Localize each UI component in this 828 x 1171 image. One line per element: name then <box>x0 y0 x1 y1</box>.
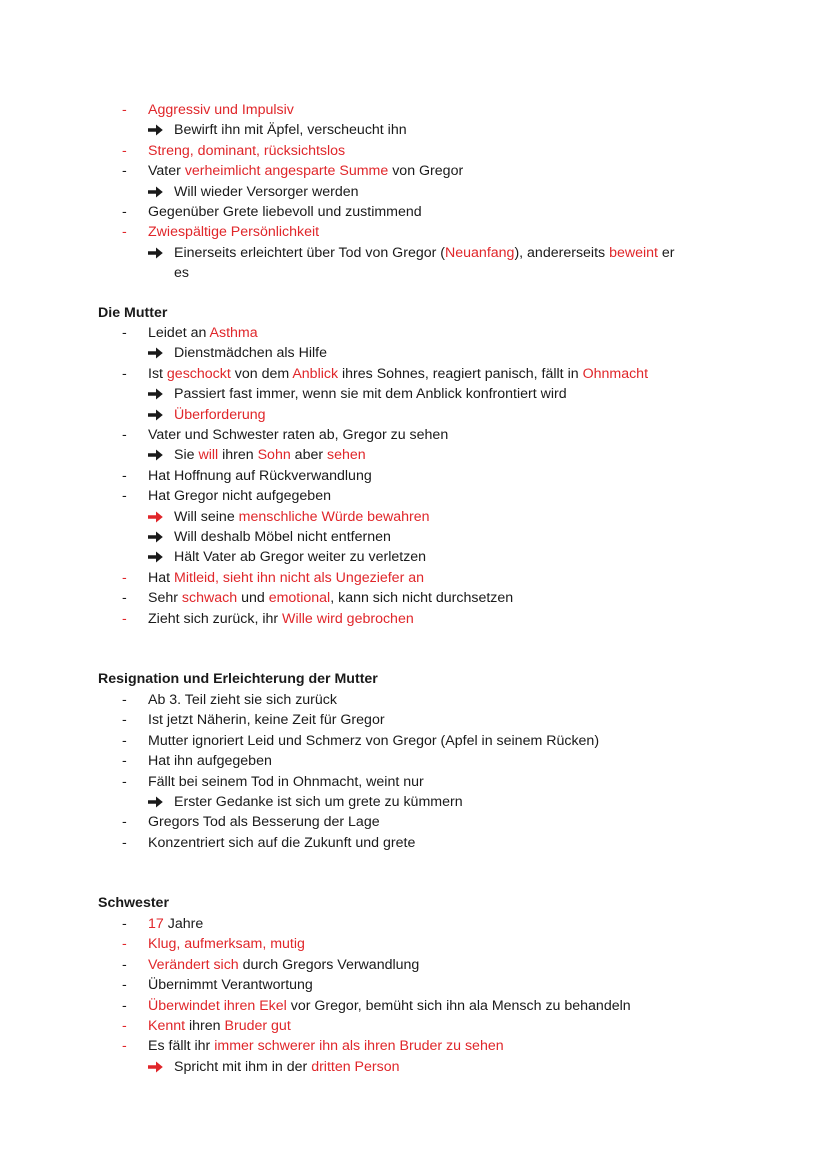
text-segment: Ab 3. Teil zieht sie sich zurück <box>148 692 337 708</box>
arrow-point <box>0 792 828 812</box>
text-segment: Übernimmt Verantwortung <box>148 977 313 994</box>
section-heading-resignation: Resignation und Erleichterung der Mutter <box>98 671 378 687</box>
text-segment: Gegenüber Grete liebevoll und zustimmend <box>148 204 422 220</box>
item-text <box>174 182 359 202</box>
text-segment: Will deshalb Möbel nicht entfernen <box>174 529 391 545</box>
dash-bullet-icon: - <box>122 712 127 729</box>
dash-bullet-icon: - <box>122 773 127 790</box>
bullet-item <box>0 955 828 975</box>
bullet-item <box>0 996 828 1016</box>
highlighted-text: verheimlicht angesparte Summe <box>184 163 389 180</box>
highlighted-text: immer schwerer ihn als ihren Bruder zu sehen <box>214 1038 504 1055</box>
highlighted-text: schwach <box>181 590 238 607</box>
continuation-line <box>0 263 828 283</box>
dash-bullet-icon: - <box>122 163 127 180</box>
arrow-point <box>0 343 828 363</box>
bullet-item <box>0 1016 828 1036</box>
text-segment: ihren <box>185 1018 225 1034</box>
text-segment: Hat Hoffnung auf Rückverwandlung <box>148 467 372 484</box>
text-segment: aber <box>290 447 328 464</box>
arrow-right-icon <box>148 449 163 461</box>
text-segment: Hat Gregor nicht aufgegeben <box>148 488 331 505</box>
arrow-right-icon <box>148 347 163 359</box>
highlighted-text: Mitleid, sieht ihn nicht als Ungeziefer an <box>174 569 425 586</box>
item-text <box>174 263 189 283</box>
text-segment: Hält Vater ab Gregor weiter zu verletzen <box>174 549 427 566</box>
bullet-item <box>0 202 828 222</box>
dash-bullet-icon: - <box>122 224 127 241</box>
arrow-right-icon <box>148 531 163 543</box>
arrow-point <box>0 527 828 547</box>
text-segment: Gregors Tod als Besserung der Lage <box>148 814 380 831</box>
dash-bullet-icon: - <box>122 753 127 770</box>
highlighted-text: 17 <box>148 916 164 932</box>
highlighted-text: dritten Person <box>311 1058 400 1075</box>
bullet-item <box>0 710 828 730</box>
bullet-item <box>0 141 828 161</box>
text-segment: Mutter ignoriert Leid und Schmerz von Gregor (Apfel in seinem Rücken) <box>148 732 600 749</box>
text-segment: von dem <box>230 365 293 382</box>
bullet-item <box>0 833 828 853</box>
bullet-item <box>0 772 828 792</box>
dash-bullet-icon: - <box>122 102 127 118</box>
bullet-item <box>0 751 828 771</box>
dash-bullet-icon: - <box>122 204 127 220</box>
item-text <box>174 792 463 812</box>
bullet-item <box>0 568 828 588</box>
text-segment: ihren <box>218 447 258 464</box>
bullet-item <box>0 323 828 343</box>
highlighted-text: Wille wird gebrochen <box>282 610 414 627</box>
arrow-right-icon <box>148 247 163 259</box>
item-text <box>148 202 422 222</box>
bullet-item <box>0 975 828 995</box>
highlighted-text: Aggressiv und Impulsiv <box>148 102 294 118</box>
item-text <box>148 323 258 343</box>
item-text <box>148 955 419 975</box>
item-text <box>148 751 272 771</box>
dash-bullet-icon: - <box>122 488 127 505</box>
text-segment: ), andererseits <box>514 244 610 261</box>
arrow-right-icon <box>148 511 163 523</box>
item-text <box>148 466 372 486</box>
arrow-right-icon <box>148 796 163 808</box>
highlighted-text: Überwindet ihren Ekel <box>148 997 287 1014</box>
text-segment: Konzentriert sich auf die Zukunft und grete <box>148 834 416 851</box>
arrow-point <box>0 445 828 465</box>
item-text <box>148 914 203 934</box>
schwester-heading-line <box>0 893 828 913</box>
bullet-item <box>0 588 828 608</box>
highlighted-text: Zwiespältige Persönlichkeit <box>148 224 320 241</box>
text-segment: Spricht mit ihm in der <box>174 1058 312 1075</box>
dash-bullet-icon: - <box>122 936 127 953</box>
highlighted-text: Sohn <box>257 447 291 464</box>
arrow-point <box>0 243 828 263</box>
item-text <box>174 384 567 404</box>
text-segment: Vater <box>148 163 185 180</box>
text-segment: es <box>174 265 189 282</box>
text-segment: Jahre <box>163 916 204 932</box>
dash-bullet-icon: - <box>122 142 127 159</box>
bullet-item <box>0 425 828 445</box>
text-segment: Vater und Schwester raten ab, Gregor zu sehen <box>148 427 449 443</box>
item-text <box>148 100 294 120</box>
item-text <box>148 812 380 832</box>
highlighted-text: Verändert sich <box>148 956 239 973</box>
section-heading-mutter: Die Mutter <box>98 305 168 321</box>
bullet-item <box>0 364 828 384</box>
item-text <box>148 996 631 1016</box>
item-text <box>148 364 648 384</box>
text-segment: Ist <box>148 365 167 382</box>
bullet-item <box>0 222 828 242</box>
arrow-point <box>0 507 828 527</box>
item-text <box>148 141 345 161</box>
dash-bullet-icon: - <box>122 365 127 382</box>
item-text <box>148 833 415 853</box>
highlighted-text: Kennt <box>148 1018 186 1034</box>
item-text <box>148 731 599 751</box>
text-segment: Hat <box>148 569 175 586</box>
text-segment: und <box>237 590 269 607</box>
text-segment: Erster Gedanke ist sich um grete zu kümmern <box>174 794 463 810</box>
dash-bullet-icon: - <box>122 732 127 749</box>
item-text <box>148 609 414 629</box>
arrow-right-icon <box>148 551 163 563</box>
resignation-heading-line <box>0 669 828 689</box>
bullet-item <box>0 812 828 832</box>
item-text <box>174 445 366 465</box>
arrow-point <box>0 1057 828 1077</box>
arrow-right-icon <box>148 124 163 136</box>
item-text <box>148 1016 291 1036</box>
highlighted-text: Bruder gut <box>224 1018 291 1034</box>
highlighted-text: Überforderung <box>174 406 266 423</box>
text-segment: , kann sich nicht durchsetzen <box>330 590 514 607</box>
text-segment: Dienstmädchen als Hilfe <box>174 345 327 362</box>
item-text <box>174 120 407 140</box>
arrow-right-icon <box>148 409 163 421</box>
highlighted-text: Ohnmacht <box>582 365 649 382</box>
dash-bullet-icon: - <box>122 956 127 973</box>
section-heading-schwester: Schwester <box>98 895 169 911</box>
dash-bullet-icon: - <box>122 427 127 443</box>
bullet-item <box>0 161 828 181</box>
highlighted-text: Asthma <box>209 325 258 341</box>
dash-bullet-icon: - <box>122 997 127 1014</box>
mutter-heading-line <box>0 303 828 323</box>
text-segment: Zieht sich zurück, ihr <box>148 610 283 627</box>
bullet-item <box>0 100 828 120</box>
text-segment: Ist jetzt Näherin, keine Zeit für Gregor <box>148 712 385 729</box>
bullet-item <box>0 914 828 934</box>
text-segment: ihres Sohnes, reagiert panisch, fällt in <box>338 365 583 382</box>
dash-bullet-icon: - <box>122 467 127 484</box>
text-segment: Es fällt ihr <box>148 1038 215 1055</box>
item-text <box>148 222 319 242</box>
item-text <box>148 690 337 710</box>
dash-bullet-icon: - <box>122 814 127 831</box>
bullet-item <box>0 1036 828 1056</box>
item-text <box>148 568 424 588</box>
text-segment: Will wieder Versorger werden <box>174 183 359 200</box>
text-segment: Will seine <box>174 508 239 525</box>
item-text <box>148 1036 504 1056</box>
arrow-right-icon <box>148 1061 163 1073</box>
text-segment: durch Gregors Verwandlung <box>238 956 420 973</box>
highlighted-text: sehen <box>327 447 366 464</box>
text-segment: Leidet an <box>148 325 210 341</box>
item-text <box>148 486 331 506</box>
dash-bullet-icon: - <box>122 569 127 586</box>
item-text <box>148 710 385 730</box>
item-text <box>174 243 675 263</box>
item-text <box>148 425 448 445</box>
arrow-point <box>0 182 828 202</box>
bullet-item <box>0 609 828 629</box>
text-segment: er <box>657 244 675 261</box>
dash-bullet-icon: - <box>122 1018 127 1034</box>
item-text <box>148 934 305 954</box>
item-text <box>174 343 327 363</box>
text-segment: Bewirft ihn mit Äpfel, verscheucht ihn <box>174 122 407 139</box>
arrow-point <box>0 547 828 567</box>
bullet-item <box>0 690 828 710</box>
item-text <box>148 588 513 608</box>
dash-bullet-icon: - <box>122 834 127 851</box>
item-text <box>174 547 426 567</box>
dash-bullet-icon: - <box>122 1038 127 1055</box>
item-text <box>148 161 463 181</box>
item-text <box>174 507 430 527</box>
text-segment: vor Gregor, bemüht sich ihn ala Mensch zu behandeln <box>286 997 631 1014</box>
highlighted-text: Streng, dominant, rücksichtslos <box>148 142 346 159</box>
item-text <box>174 405 266 425</box>
bullet-item <box>0 731 828 751</box>
arrow-point <box>0 120 828 140</box>
highlighted-text: geschockt <box>166 365 231 382</box>
text-segment: Sie <box>174 447 199 464</box>
item-text <box>174 527 391 547</box>
text-segment: Hat ihn aufgegeben <box>148 753 272 770</box>
text-segment: Fällt bei seinem Tod in Ohnmacht, weint nur <box>148 773 424 790</box>
arrow-right-icon <box>148 388 163 400</box>
text-segment: Sehr <box>148 590 182 607</box>
arrow-right-icon <box>148 186 163 198</box>
bullet-item <box>0 934 828 954</box>
bullet-item <box>0 466 828 486</box>
text-segment: Passiert fast immer, wenn sie mit dem Anblick konfrontiert wird <box>174 386 567 403</box>
item-text <box>148 975 313 995</box>
dash-bullet-icon: - <box>122 692 127 708</box>
highlighted-text: will <box>198 447 219 464</box>
highlighted-text: Neuanfang <box>445 244 515 261</box>
highlighted-text: beweint <box>609 244 658 261</box>
dash-bullet-icon: - <box>122 916 127 932</box>
highlighted-text: menschliche Würde bewahren <box>238 508 430 525</box>
arrow-point <box>0 405 828 425</box>
text-segment: von Gregor <box>388 163 464 180</box>
dash-bullet-icon: - <box>122 977 127 994</box>
bullet-item <box>0 486 828 506</box>
dash-bullet-icon: - <box>122 590 127 607</box>
highlighted-text: emotional <box>268 590 331 607</box>
dash-bullet-icon: - <box>122 325 127 341</box>
text-segment: Einerseits erleichtert über Tod von Gregor ( <box>174 244 446 261</box>
item-text <box>174 1057 400 1077</box>
highlighted-text: Anblick <box>292 365 339 382</box>
highlighted-text: Klug, aufmerksam, mutig <box>148 936 305 953</box>
dash-bullet-icon: - <box>122 610 127 627</box>
item-text <box>148 772 424 792</box>
arrow-point <box>0 384 828 404</box>
